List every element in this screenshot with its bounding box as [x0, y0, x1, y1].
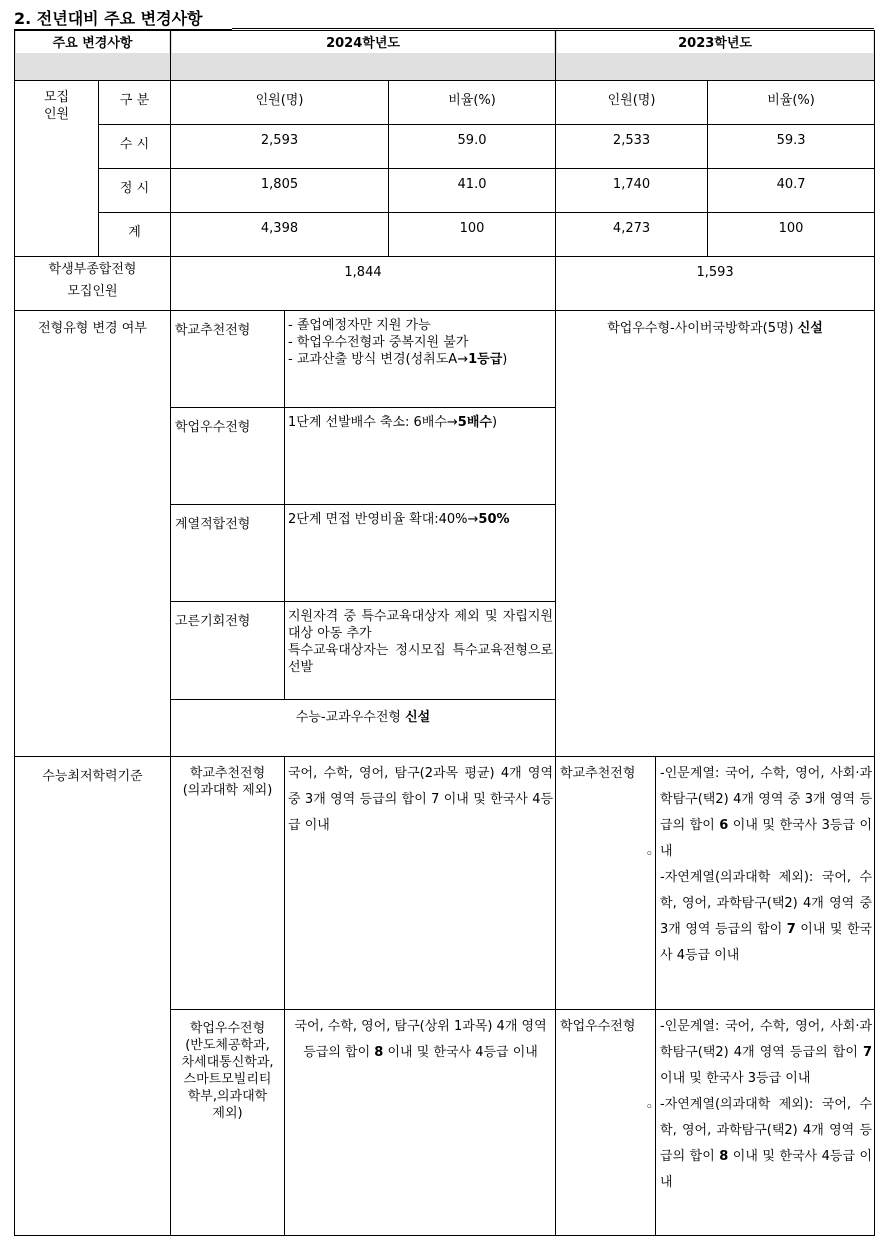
- recruit-category-header: 구 분: [99, 81, 171, 125]
- recruit-people-2024: 2,593: [171, 125, 389, 169]
- type-change-label: 전형유형 변경 여부: [15, 311, 171, 757]
- type-change-item-name: 학업우수전형: [171, 408, 285, 504]
- type-change-item-name: 고른기회전형: [171, 602, 285, 699]
- type-change-item-desc: 1단계 선발배수 축소: 6배수→5배수): [288, 415, 498, 430]
- csat-name-2024: 학교추천전형 (의과대학 제외): [171, 757, 285, 1010]
- type-change-item-desc: 지원자격 중 특수교육대상자 제외 및 자립지원대상 아동 추가 특수교육대상자는 정시모집 특수교육전형으로 선발: [288, 609, 554, 675]
- recruit-ratio-2024-header: 비율(%): [389, 81, 556, 125]
- recruit-people-2023: 1,740: [556, 169, 708, 213]
- recruit-people-2024: 4,398: [171, 213, 389, 257]
- changes-table: [14, 30, 875, 1236]
- table-row: [15, 169, 875, 213]
- recruit-ratio-2024: 100: [389, 213, 556, 257]
- bullet-icon: ◦: [645, 1100, 654, 1115]
- recruit-ratio-2024: 59.0: [389, 125, 556, 169]
- type-change-item: [171, 505, 555, 602]
- type-change-2024: [171, 311, 556, 757]
- student-record-2024: 1,844: [171, 257, 556, 311]
- section-title: 2. 전년대비 주요 변경사항: [14, 6, 232, 30]
- recruit-ratio-2024: 41.0: [389, 169, 556, 213]
- recruit-people-2024: 1,805: [171, 169, 389, 213]
- student-record-row: [15, 257, 875, 311]
- csat-desc-2023: -인문계열: 국어, 수학, 영어, 사회·과학탐구(택2) 4개 영역 중 3개 영역 등급의 합이 6 이내 및 한국사 3등급 이내 -자연계열(의과대학 제외): 국어, 수학, 영어, 과학탐구(택2) 4개 영역 중 3개 영역 등급의 합이 7 이내 및 한국사 4등급 이내: [656, 757, 875, 1010]
- recruit-ratio-2023: 40.7: [708, 169, 875, 213]
- student-record-label: 학생부종합전형 모집인원: [15, 257, 171, 311]
- header-col-2023: 2023학년도: [556, 31, 875, 81]
- type-change-item: [171, 408, 555, 505]
- table-row: [15, 213, 875, 257]
- recruit-ratio-2023: 100: [708, 213, 875, 257]
- csat-name-2023: 학교추천전형 ◦: [556, 757, 656, 1010]
- recruit-ratio-2023: 59.3: [708, 125, 875, 169]
- type-change-item-name: 계열적합전형: [171, 505, 285, 601]
- type-change-item-name: 학교추천전형: [171, 311, 285, 407]
- recruit-row-name: 정 시: [99, 169, 171, 213]
- recruit-people-2023: 4,273: [556, 213, 708, 257]
- csat-name-2023: 학업우수전형 ◦: [556, 1010, 656, 1236]
- recruit-people-2023-header: 인원(명): [556, 81, 708, 125]
- recruit-ratio-2023-header: 비율(%): [708, 81, 875, 125]
- csat-name-2024: 학업우수전형 (반도체공학과, 차세대통신학과, 스마트모빌리티 학부,의과대학 제외): [171, 1010, 285, 1236]
- csat-desc-2024: 국어, 수학, 영어, 탐구(2과목 평균) 4개 영역 중 3개 영역 등급의 합이 7 이내 및 한국사 4등급 이내: [285, 757, 556, 1010]
- student-record-2023: 1,593: [556, 257, 875, 311]
- type-change-footer: 수능-교과우수전형 신설: [295, 710, 431, 725]
- type-change-item: [171, 602, 555, 700]
- recruit-row-name: 수 시: [99, 125, 171, 169]
- csat-label: 수능최저학력기준: [15, 757, 171, 1236]
- header-col-main: 주요 변경사항: [15, 31, 171, 81]
- bullet-icon: ◦: [645, 847, 654, 862]
- csat-row: [15, 757, 875, 1010]
- recruit-label: 모집 인원: [15, 81, 99, 257]
- type-change-row: [15, 311, 875, 757]
- recruit-row-name: 계: [99, 213, 171, 257]
- csat-desc-2024: 국어, 수학, 영어, 탐구(상위 1과목) 4개 영역 등급의 합이 8 이내 및 한국사 4등급 이내: [285, 1010, 556, 1236]
- recruit-people-2023: 2,533: [556, 125, 708, 169]
- header-col-2024: 2024학년도: [171, 31, 556, 81]
- type-change-item-desc: - 졸업예정자만 지원 가능 - 학업우수전형과 중복지원 불가 - 교과산출 방식 변경(성취도A→1등급): [288, 318, 508, 367]
- recruit-people-2024-header: 인원(명): [171, 81, 389, 125]
- header-row: [15, 31, 875, 81]
- type-change-item: [171, 311, 555, 408]
- type-change-item-desc: 2단계 면접 반영비율 확대:40%→50%: [288, 512, 510, 527]
- recruit-header-row: [15, 81, 875, 125]
- title-underline: [232, 28, 874, 29]
- type-change-2023: 학업우수형-사이버국방학과(5명) 신설: [556, 311, 875, 757]
- csat-desc-2023: -인문계열: 국어, 수학, 영어, 사회·과학탐구(택2) 4개 영역 등급의 합이 7 이내 및 한국사 3등급 이내 -자연계열(의과대학 제외): 국어, 수학, 영어, 과학탐구(택2) 4개 영역 등급의 합이 8 이내 및 한국사 4등급 이내: [656, 1010, 875, 1236]
- table-row: [15, 125, 875, 169]
